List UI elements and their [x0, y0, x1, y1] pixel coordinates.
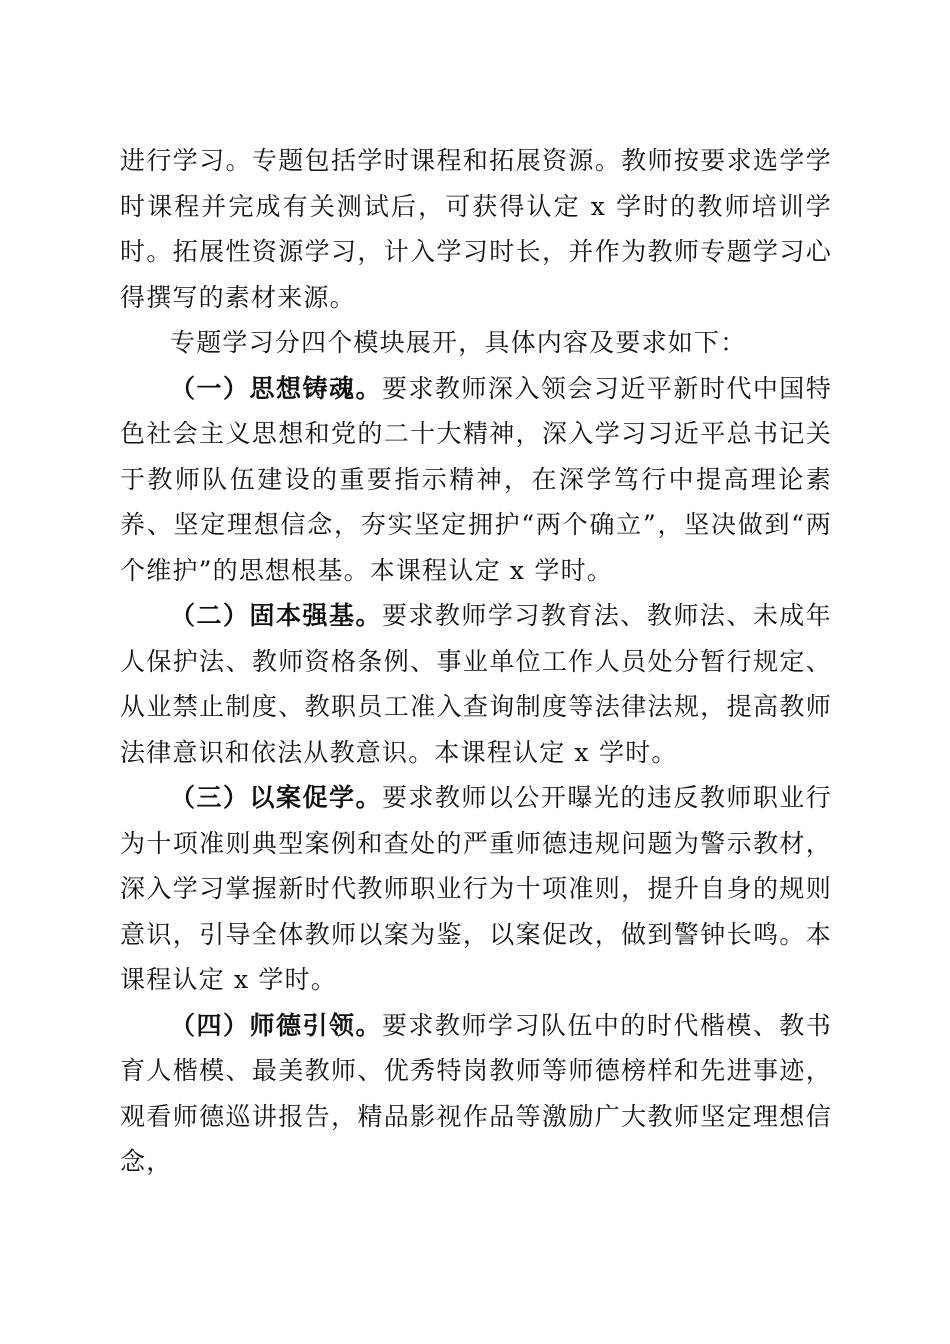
paragraph-text: 要求教师以公开曝光的违反教师职业行为十项准则典型案例和查处的严重师德违规问题为警示教材，深入学习掌握新时代教师职业行为十项准则，提升自身的规则意识，引导全体教师以案为鉴，以案促改，做到警钟长鸣。本课程认定 x 学时。 [120, 783, 832, 994]
module-heading: （一）思想铸魂。 [170, 373, 382, 403]
module-heading: （四）师德引领。 [170, 1010, 382, 1040]
document-body [120, 138, 832, 1185]
paragraph-intro-continued [120, 138, 832, 320]
paragraph-text: 进行学习。专题包括学时课程和拓展资源。教师按要求选学学时课程并完成有关测试后，可获得认定 x 学时的教师培训学时。拓展性资源学习，计入学习时长，并作为教师专题学习心得撰写的素材来源。 [120, 146, 832, 312]
paragraph-text: 要求教师学习队伍中的时代楷模、教书育人楷模、最美教师、优秀特岗教师等师德榜样和先进事迹，观看师德巡讲报告，精品影视作品等激励广大教师坚定理想信念， [120, 1010, 832, 1176]
module-heading: （二）固本强基。 [170, 601, 382, 630]
paragraph-module-3 [120, 775, 832, 1003]
paragraph-text: 要求教师深入领会习近平新时代中国特色社会主义思想和党的二十大精神，深入学习习近平总书记关于教师队伍建设的重要指示精神，在深学笃行中提高理论素养、坚定理想信念，夯实坚定拥护“两个确立”，坚决做到“两个维护”的思想根基。本课程认定 x 学时。 [120, 373, 832, 585]
paragraph-modules-intro [120, 320, 832, 366]
paragraph-module-1 [120, 366, 832, 594]
paragraph-text: 专题学习分四个模块展开，具体内容及要求如下： [170, 328, 747, 357]
module-heading: （三）以案促学。 [170, 783, 382, 812]
paragraph-module-4 [120, 1003, 832, 1185]
paragraph-module-2 [120, 593, 832, 775]
paragraph-text: 要求教师学习教育法、教师法、未成年人保护法、教师资格条例、事业单位工作人员处分暂行规定、从业禁止制度、教职员工准入查询制度等法律法规，提高教师法律意识和依法从教意识。本课程认定 x 学时。 [120, 601, 832, 767]
